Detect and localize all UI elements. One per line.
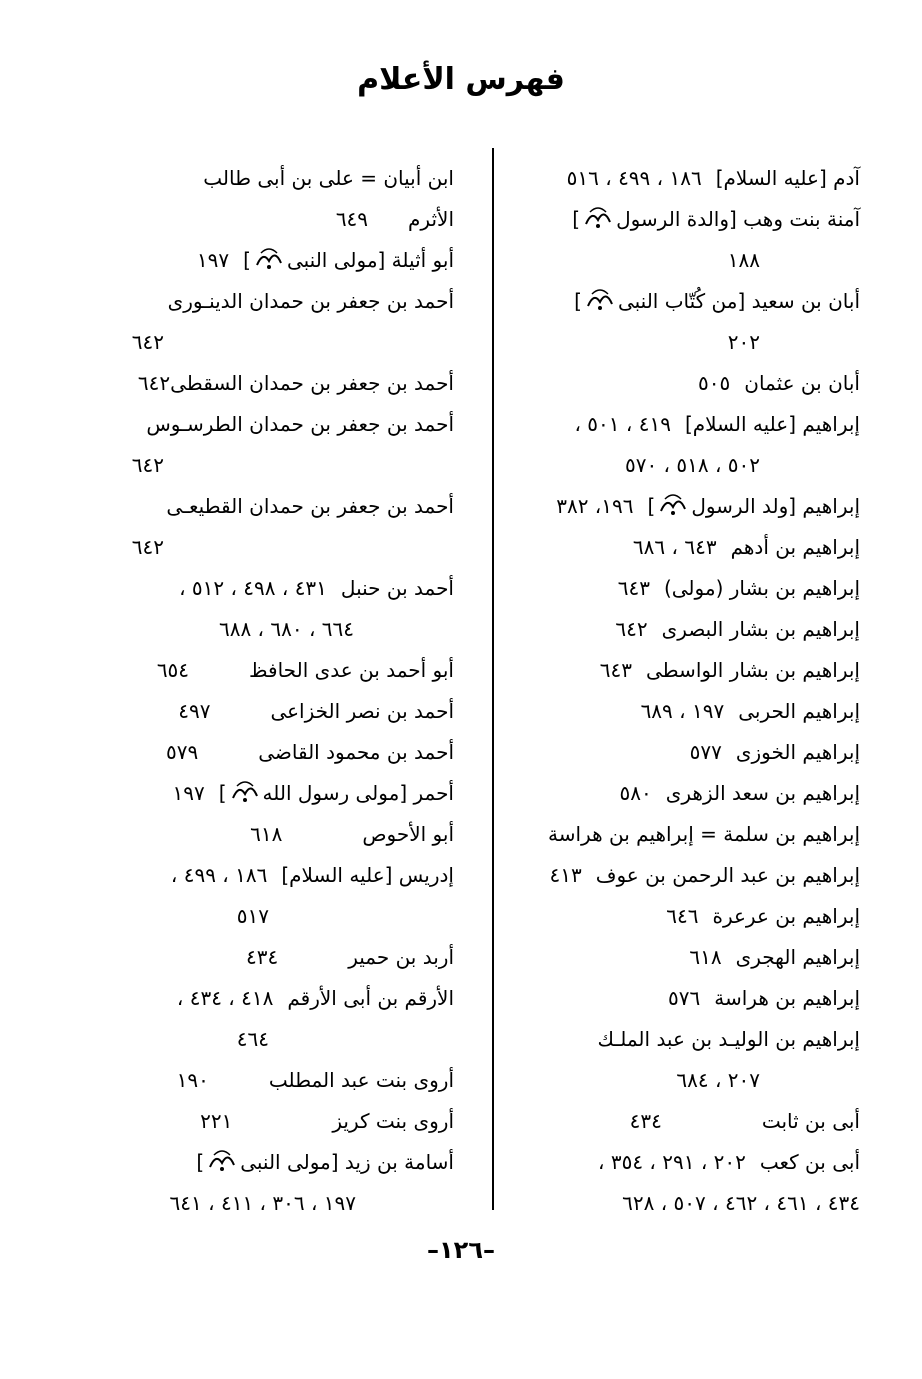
index-entry-continuation	[49, 322, 454, 363]
index-entry	[49, 404, 454, 445]
index-entry-continuation	[49, 527, 454, 568]
index-entry	[49, 158, 454, 199]
index-column-right	[455, 158, 860, 1224]
entry-pages: ٦١٨	[250, 822, 283, 846]
entry-name: أبو أثيلة [مولى النبى	[286, 248, 454, 272]
entry-pages: ٦٤٣	[599, 658, 632, 682]
index-entry-continuation	[455, 445, 860, 486]
column-divider	[492, 148, 494, 1210]
index-entry	[455, 1019, 860, 1060]
entry-pages: ٤١٩ ، ٥٠١ ،	[574, 412, 671, 436]
entry-pages: ٢٢١	[200, 1109, 233, 1133]
entry-pages: ٢٠٢	[727, 330, 760, 354]
index-entry	[49, 363, 454, 404]
entry-pages: ٢٠٧ ، ٦٨٤	[676, 1068, 760, 1092]
entry-pages: ١٨٦ ، ٤٩٩ ،	[170, 863, 268, 887]
salawat-seal-icon	[229, 776, 261, 804]
index-entry-continuation	[49, 896, 454, 937]
entry-pages: ١٨٦ ، ٤٩٩ ، ٥١٦	[566, 166, 702, 190]
entry-pages: ٥٧٦	[668, 986, 701, 1010]
entry-name: أربد بن حمير	[348, 945, 454, 969]
entry-name: أبان بن عثمان	[744, 371, 860, 395]
index-entry	[455, 896, 860, 937]
index-entry-continuation	[49, 1019, 454, 1060]
bracket-close: ]	[647, 494, 656, 518]
entry-name: إبراهيم بن عرعرة	[712, 904, 860, 928]
entry-pages: ١٩٦، ٣٨٢	[556, 494, 634, 518]
index-entry-continuation	[49, 1183, 454, 1224]
index-entry	[49, 199, 454, 240]
index-entry	[49, 937, 454, 978]
entry-name: إبراهيم [ولد الرسول	[691, 494, 860, 518]
entry-pages: ٤٩٧	[178, 699, 211, 723]
salawat-seal-icon	[253, 243, 285, 271]
index-entry	[455, 773, 860, 814]
index-entry	[49, 1142, 454, 1183]
index-entry-continuation	[49, 609, 454, 650]
index-entry	[49, 650, 454, 691]
entry-name: أحمد بن جعفر بن حمدان الطرسـوس	[146, 412, 454, 436]
index-entry	[49, 773, 454, 814]
bracket-close: ]	[243, 248, 251, 272]
entry-name: أبان بن سعيد [من كُتّاب النبى	[617, 289, 860, 313]
entry-name: أحمر [مولى رسول الله	[262, 781, 454, 805]
index-entry	[455, 650, 860, 691]
entry-name: إبراهيم [عليه السلام]	[684, 412, 860, 436]
index-entry	[455, 691, 860, 732]
entry-name: أحمد بن جعفر بن حمدان القطيعـى	[166, 494, 454, 518]
entry-name: إبراهيم بن سعد الزهرى	[665, 781, 860, 805]
bracket-close: ]	[574, 289, 582, 313]
index-entry	[455, 158, 860, 199]
index-entry	[455, 609, 860, 650]
entry-name: أحمد بن نصر الخزاعى	[270, 699, 454, 723]
entry-name: إبراهيم بن بشار الواسطى	[645, 658, 860, 682]
index-entry	[49, 978, 454, 1019]
bracket-close: ]	[572, 207, 581, 231]
index-entry	[49, 1060, 454, 1101]
entry-name: إبراهيم بن بشار البصرى	[661, 617, 860, 641]
index-entry	[49, 732, 454, 773]
entry-name: إبراهيم بن سلمة = إبراهيم بن هراسة	[548, 822, 860, 846]
index-column-left	[49, 158, 454, 1224]
page-title: فهرس الأعلام	[357, 62, 565, 97]
entry-name: أروى بنت عبد المطلب	[268, 1068, 454, 1092]
entry-pages: ٥١٧	[236, 904, 269, 928]
index-entry-continuation	[49, 445, 454, 486]
index-entry	[455, 527, 860, 568]
entry-name: إبراهيم الهجرى	[735, 945, 860, 969]
entry-pages: ٦٤٣	[617, 576, 650, 600]
index-entry	[455, 978, 860, 1019]
entry-name: أبو أحمد بن عدى الحافظ	[249, 658, 454, 682]
entry-pages: ٦٤٣ ، ٦٨٦	[632, 535, 717, 559]
entry-name: أحمد بن جعفر بن حمدان الدينـورى	[167, 289, 454, 313]
index-entry	[455, 486, 860, 527]
entry-pages: ١٩٧	[196, 248, 230, 272]
entry-name: أبى بن كعب	[759, 1150, 860, 1174]
entry-pages: ٦٤٢	[131, 535, 164, 559]
entry-pages: ٦٤٢	[137, 371, 171, 395]
entry-pages: ٤١٨ ، ٤٣٤ ،	[176, 986, 274, 1010]
entry-name: إبراهيم بن هراسة	[714, 986, 860, 1010]
entry-pages: ٦٤٩	[335, 207, 369, 231]
entry-pages: ١٩٧ ، ٦٨٩	[640, 699, 725, 723]
bracket-close: ]	[196, 1150, 205, 1174]
index-entry-continuation	[455, 1183, 860, 1224]
page-number: –١٢٦–	[427, 1236, 495, 1264]
entry-pages: ١٩٠	[176, 1068, 209, 1092]
entry-pages: ٤٣١ ، ٤٩٨ ، ٥١٢ ،	[179, 576, 327, 600]
index-entry	[455, 199, 860, 240]
index-entry	[455, 1142, 860, 1183]
index-entry	[455, 855, 860, 896]
index-entry	[49, 568, 454, 609]
index-entry-continuation	[455, 322, 860, 363]
entry-name: إبراهيم الخوزى	[735, 740, 860, 764]
entry-pages: ٥٧٧	[689, 740, 722, 764]
entry-name: إبراهيم بن بشار (مولى)	[663, 576, 860, 600]
entry-pages: ١٩٧	[172, 781, 205, 805]
entry-pages: ٤٦٤	[236, 1027, 269, 1051]
entry-name: إبراهيم الحربى	[738, 699, 860, 723]
index-entry-continuation	[455, 240, 860, 281]
salawat-seal-icon	[206, 1145, 238, 1173]
index-entry	[455, 281, 860, 322]
index-entry	[455, 1101, 860, 1142]
entry-name: ابن أبيان = على بن أبى طالب	[203, 166, 454, 190]
entry-name: آمنة بنت وهب [والدة الرسول	[616, 207, 860, 231]
index-entry	[455, 732, 860, 773]
entry-pages: ٦٤٢	[131, 453, 164, 477]
entry-name: إبراهيم بن الوليـد بن عبد الملـك	[597, 1027, 860, 1051]
entry-pages: ٦٥٤	[156, 658, 190, 682]
index-entry	[455, 404, 860, 445]
index-entry	[455, 363, 860, 404]
entry-name: إدريس [عليه السلام]	[281, 863, 454, 887]
index-entry	[49, 1101, 454, 1142]
index-entry	[49, 486, 454, 527]
salawat-seal-icon	[584, 284, 616, 312]
entry-name: أحمد بن حنبل	[340, 576, 454, 600]
index-entry	[455, 568, 860, 609]
entry-pages: ٥٨٠	[619, 781, 652, 805]
entry-pages: ٤٣٤	[245, 945, 279, 969]
index-entry	[455, 814, 860, 855]
entry-name: أسامة بن زيد [مولى النبى	[240, 1150, 454, 1174]
entry-name: أحمد بن جعفر بن حمدان السقطى	[170, 371, 454, 395]
entry-pages: ٤٣٤	[629, 1109, 662, 1133]
entry-name: أحمد بن محمود القاضى	[258, 740, 454, 764]
entry-name: إبراهيم بن عبد الرحمن بن عوف	[595, 863, 860, 887]
entry-name: آدم [عليه السلام]	[715, 166, 860, 190]
entry-pages: ٥٠٥	[698, 371, 731, 395]
entry-pages: ٢٠٢ ، ٢٩١ ، ٣٥٤ ،	[598, 1150, 746, 1174]
entry-pages: ٤١٣	[549, 863, 582, 887]
salawat-seal-icon	[582, 202, 614, 230]
entry-name: أبى بن ثابت	[761, 1109, 860, 1133]
index-entry-continuation	[455, 1060, 860, 1101]
index-entry	[455, 937, 860, 978]
index-entry	[49, 855, 454, 896]
entry-pages: ١٩٧ ، ٣٠٦ ، ٤١١ ، ٦٤١	[169, 1191, 356, 1215]
entry-pages: ٦٤٢	[131, 330, 164, 354]
index-entry	[49, 240, 454, 281]
entry-name: أبو الأحوص	[362, 822, 454, 846]
index-entry	[49, 814, 454, 855]
index-entry	[49, 691, 454, 732]
salawat-seal-icon	[657, 489, 689, 517]
entry-pages: ٦٦٤ ، ٦٨٠ ، ٦٨٨	[218, 617, 354, 641]
entry-pages: ٦٤٢	[615, 617, 648, 641]
entry-name: الأرقم بن أبى الأرقم	[287, 986, 454, 1010]
entry-pages: ١٨٨	[727, 248, 760, 272]
entry-pages: ٦١٨	[689, 945, 722, 969]
entry-pages: ٥٧٩	[165, 740, 199, 764]
index-entry	[49, 281, 454, 322]
entry-pages: ٤٣٤ ، ٤٦١ ، ٤٦٢ ، ٥٠٧ ، ٦٢٨	[622, 1191, 860, 1215]
bracket-close: ]	[218, 781, 227, 805]
entry-name: الأثرم	[408, 207, 454, 231]
entry-name: أروى بنت كريز	[332, 1109, 454, 1133]
entry-name: إبراهيم بن أدهم	[730, 535, 860, 559]
entry-pages: ٥٠٢ ، ٥١٨ ، ٥٧٠	[624, 453, 760, 477]
entry-pages: ٦٤٦	[666, 904, 699, 928]
